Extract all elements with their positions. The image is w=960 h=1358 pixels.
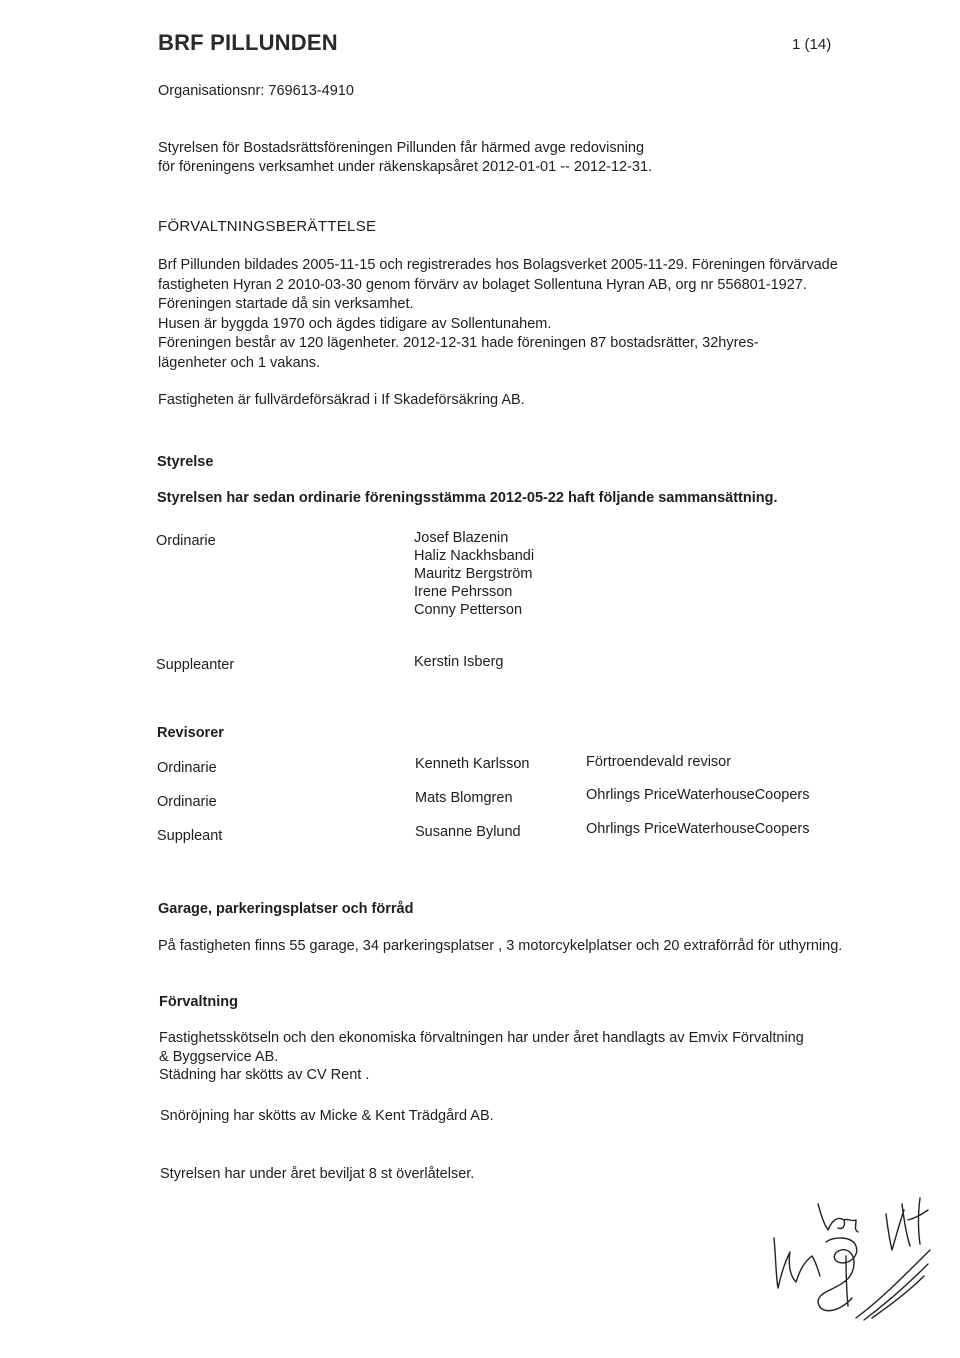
auditor-role: Suppleant <box>157 828 223 844</box>
board-heading: Styrelse <box>157 454 214 470</box>
auditor-role: Ordinarie <box>157 760 217 776</box>
board-member: Conny Petterson <box>414 602 523 618</box>
report-line: Brf Pillunden bildades 2005-11-15 och registrerades hos Bolagsverket 2005-11-29. Föreningen förvärvade <box>158 257 838 273</box>
management-line: Fastighetsskötseln och den ekonomiska förvaltningen har under året handlagts av Emvix Förvaltning <box>159 1030 804 1046</box>
board-member: Mauritz Bergström <box>414 566 533 582</box>
garage-heading: Garage, parkeringsplatser och förråd <box>158 901 414 917</box>
ordinary-label: Ordinarie <box>156 533 216 549</box>
intro-paragraph <box>158 139 652 177</box>
page-number: 1 (14) <box>792 36 832 53</box>
auditor-name: Kenneth Karlsson <box>415 756 530 772</box>
garage-text: På fastigheten finns 55 garage, 34 parkeringsplatser , 3 motorcykelplatser och 20 extraförråd för uthyrning. <box>158 938 843 954</box>
org-number: Organisationsnr: 769613-4910 <box>158 83 354 99</box>
board-member: Haliz Nackhsbandi <box>414 548 535 564</box>
intro-line: för föreningens verksamhet under räkenskapsåret 2012-01-01 -- 2012-12-31. <box>158 159 653 175</box>
insurance-text: Fastigheten är fullvärdeförsäkrad i If Skadeförsäkring AB. <box>158 392 525 408</box>
management-line: & Byggservice AB. <box>159 1048 279 1065</box>
signature-initials <box>760 1190 940 1330</box>
board-member: Josef Blazenin <box>414 530 509 546</box>
auditor-name: Mats Blomgren <box>415 790 513 806</box>
auditor-role: Ordinarie <box>157 794 217 810</box>
management-line: Städning har skötts av CV Rent . <box>159 1067 370 1083</box>
board-member: Irene Pehrsson <box>414 584 513 600</box>
management-paragraph <box>159 1029 804 1085</box>
deputies-label: Suppleanter <box>156 657 235 673</box>
board-intro: Styrelsen har sedan ordinarie föreningsstämma 2012-05-22 haft följande sammansättning. <box>157 490 778 506</box>
document-title: BRF PILLUNDEN <box>158 30 338 55</box>
auditor-firm: Ohrlings PriceWaterhouseCoopers <box>586 821 810 837</box>
transfers-text: Styrelsen har under året beviljat 8 st överlåtelser. <box>160 1166 475 1182</box>
auditor-firm: Förtroendevald revisor <box>586 754 732 770</box>
report-line: lägenheter och 1 vakans. <box>158 354 321 371</box>
snow-removal-text: Snöröjning har skötts av Micke & Kent Trädgård AB. <box>160 1108 494 1124</box>
report-line: Föreningen består av 120 lägenheter. 2012-12-31 hade föreningen 87 bostadsrätter, 32hyres- <box>158 335 759 351</box>
report-heading: FÖRVALTNINGSBERÄTTELSE <box>158 218 377 235</box>
auditors-heading: Revisorer <box>157 725 224 741</box>
deputy-member: Kerstin Isberg <box>414 654 504 670</box>
report-line: fastigheten Hyran 2 2010-03-30 genom förvärv av bolaget Sollentuna Hyran AB, org nr 556801-1927. <box>158 276 807 293</box>
auditor-firm: Ohrlings PriceWaterhouseCoopers <box>586 787 810 803</box>
report-line: Föreningen startade då sin verksamhet. <box>158 296 414 312</box>
ordinary-members-list <box>414 529 534 619</box>
report-paragraph <box>158 256 838 373</box>
management-heading: Förvaltning <box>159 994 238 1010</box>
intro-line: Styrelsen för Bostadsrättsföreningen Pillunden får härmed avge redovisning <box>158 140 645 156</box>
report-line: Husen är byggda 1970 och ägdes tidigare av Sollentunahem. <box>158 315 552 332</box>
auditor-name: Susanne Bylund <box>415 824 521 840</box>
